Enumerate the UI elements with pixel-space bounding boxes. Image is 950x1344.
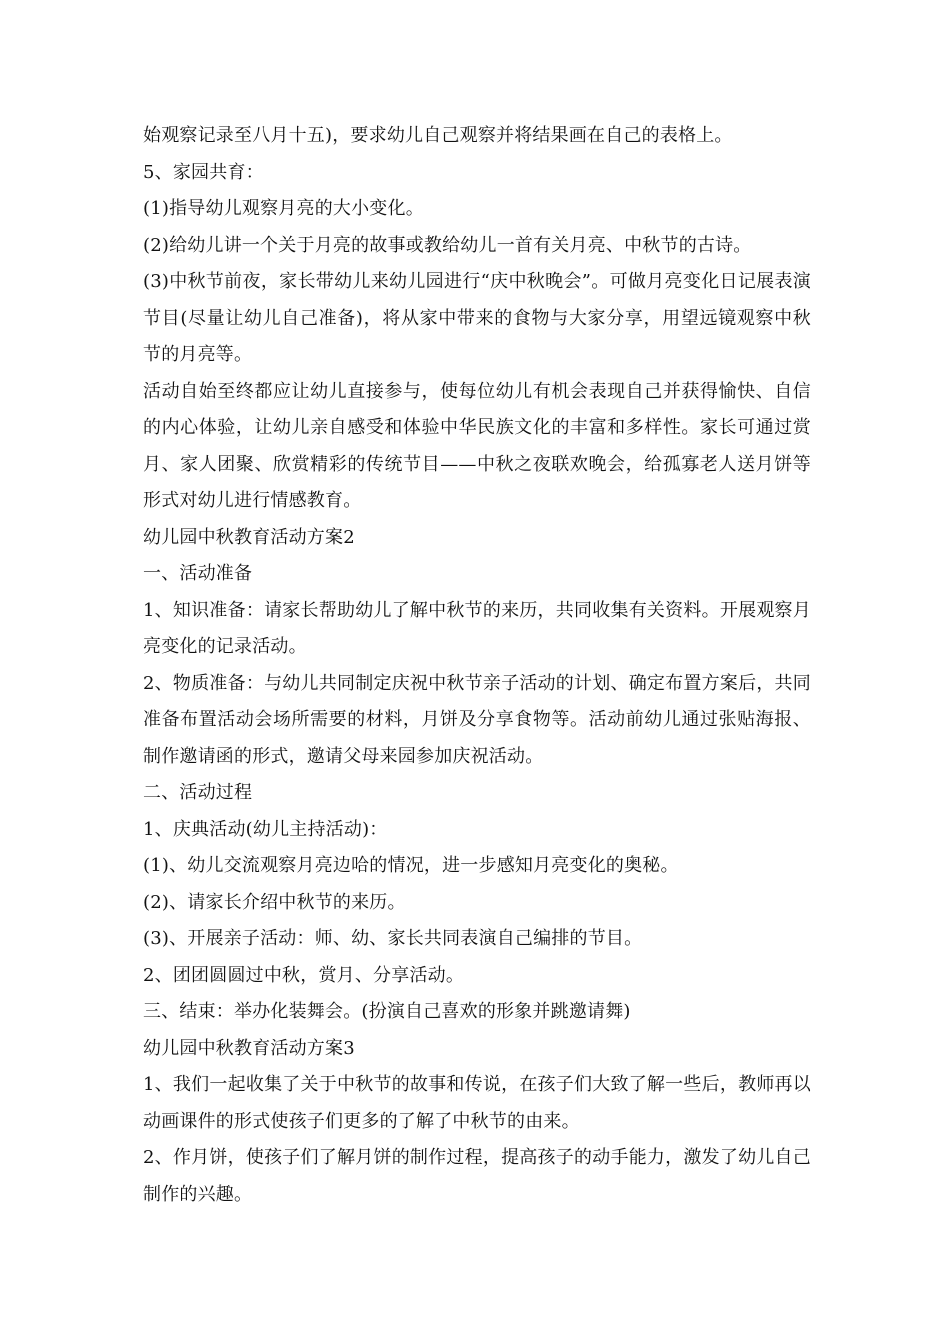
paragraph-mooncakes: 2、作月饼，使孩子们了解月饼的制作过程，提高孩子的动手能力，激发了幼儿自己制作的兴趣。 — [143, 1147, 811, 1205]
paragraph-knowledge-prep: 1、知识准备：请家长帮助幼儿了解中秋节的来历，共同收集有关资料。开展观察月亮变化的记录活动。 — [143, 599, 811, 657]
heading-ending: 三、结束：举办化装舞会。(扮演自己喜欢的形象并跳邀请舞) — [143, 1001, 631, 1022]
heading-process: 二、活动过程 — [143, 782, 253, 803]
paragraph-observation-record: 始观察记录至八月十五)，要求幼儿自己观察并将结果画在自己的表格上。 — [143, 125, 733, 146]
list-item-2: (2)给幼儿讲一个关于月亮的故事或教给幼儿一首有关月亮、中秋节的古诗。 — [143, 234, 752, 256]
section-title-plan-3: 幼儿园中秋教育活动方案3 — [143, 1037, 355, 1059]
document-body — [143, 118, 811, 1213]
section-title-plan-2: 幼儿园中秋教育活动方案2 — [143, 526, 355, 548]
list-item-origin: (2)、请家长介绍中秋节的来历。 — [143, 891, 406, 913]
list-item-3: (3)中秋节前夜，家长带幼儿来幼儿园进行“庆中秋晚会”。可做月亮变化日记展表演节目(尽量让幼儿自己准备)，将从家中带来的食物与大家分享，用望远镜观察中秋节的月亮等。 — [143, 271, 811, 365]
list-item-celebration: 1、庆典活动(幼儿主持活动)： — [143, 818, 388, 840]
paragraph-summary: 活动自始至终都应让幼儿直接参与，使每位幼儿有机会表现自己并获得愉快、自信的内心体验，让幼儿亲自感受和体验中华民族文化的丰富和多样性。家长可通过赏月、家人团聚、欣赏精彩的传统节目——中秋之夜联欢晚会，给孤寡老人送月饼等形式对幼儿进行情感教育。 — [143, 380, 811, 511]
paragraph-stories: 1、我们一起收集了关于中秋节的故事和传说，在孩子们大致了解一些后，教师再以动画课件的形式使孩子们更多的了解了中秋节的由来。 — [143, 1074, 811, 1132]
list-item-reunion: 2、团团圆圆过中秋，赏月、分享活动。 — [143, 964, 465, 986]
heading-preparation: 一、活动准备 — [143, 563, 253, 584]
list-item-1: (1)指导幼儿观察月亮的大小变化。 — [143, 198, 424, 219]
heading-home-school: 5、家园共育： — [143, 161, 264, 183]
list-item-exchange: (1)、幼儿交流观察月亮边哈的情况，进一步感知月亮变化的奥秘。 — [143, 855, 679, 876]
paragraph-material-prep: 2、物质准备：与幼儿共同制定庆祝中秋节亲子活动的计划、确定布置方案后，共同准备布置活动会场所需要的材料，月饼及分享食物等。活动前幼儿通过张贴海报、制作邀请函的形式，邀请父母来园参加庆祝活动。 — [143, 672, 811, 767]
list-item-parent-child: (3)、开展亲子活动：师、幼、家长共同表演自己编排的节目。 — [143, 928, 643, 949]
